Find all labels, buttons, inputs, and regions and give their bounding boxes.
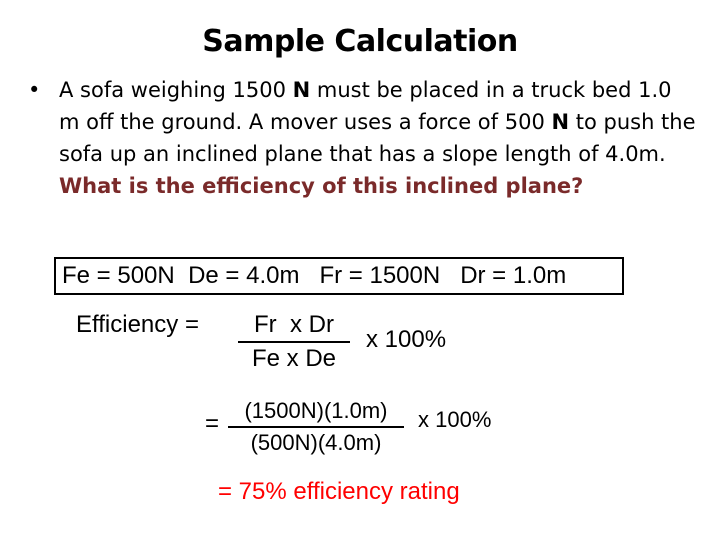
substitution-equals: = [205, 410, 220, 437]
substitution-denominator: (500N)(4.0m) [250, 430, 382, 455]
problem-statement [28, 74, 698, 202]
substitution-numerator: (1500N)(1.0m) [244, 398, 388, 423]
result-text: = 75% efficiency rating [218, 478, 460, 505]
substitution-fraction-bar [228, 426, 404, 428]
formula-lhs: Efficiency = [76, 311, 199, 338]
question-text: What is the efficiency of this inclined plane? [59, 174, 584, 198]
slide-title: Sample Calculation [202, 24, 518, 59]
problem-text-part-2: must be placed in a truck bed 1.0 m off the ground. A mover uses a force of 500 [59, 78, 672, 134]
formula-fraction [238, 311, 350, 373]
substitution-fraction [228, 398, 404, 456]
substitution-multiplier: x 100% [418, 407, 492, 432]
formula-denominator: Fe x De [251, 345, 337, 372]
problem-text [59, 74, 698, 202]
formula-fraction-bar [238, 341, 350, 343]
unit-newton-1: N [292, 78, 311, 102]
formula-multiplier: x 100% [366, 326, 447, 353]
problem-text-part-3: to push the sofa up an inclined plane that has a slope length of 4.0m. [59, 110, 696, 166]
bullet-marker: • [28, 78, 41, 102]
given-values-box: Fe = 500N De = 4.0m Fr = 1500N Dr = 1.0m [54, 257, 624, 295]
problem-text-part-1: A sofa weighing 1500 [59, 78, 293, 102]
formula-numerator: Fr x Dr [254, 311, 334, 338]
unit-newton-2: N [551, 110, 570, 134]
